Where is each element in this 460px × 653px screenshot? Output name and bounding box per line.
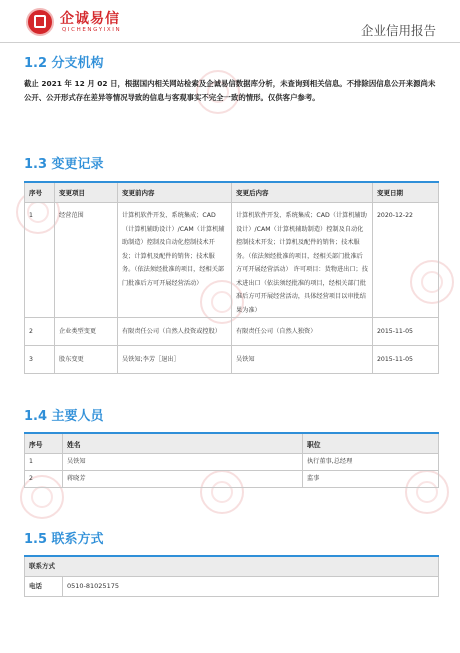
changes-header-row — [25, 182, 439, 203]
logo-icon — [26, 8, 54, 36]
cell-before: 吴铁知;李芳［退出］ — [118, 346, 232, 374]
cell-after: 计算机软件开发、系统集成；CAD（计算机辅助设计）/CAM（计算机辅助制造）控制及自动化控制技术开发；计算机及配件的销售；技术服务。（依法须经批准的项目，经相关部门批准后方可开展经营活动） 许可项目：货物进出口；技术进出口（依法须经批准的项目，经相关部门批准后方可开展经营活动，具体经营项目以审批结果为准） — [232, 203, 373, 318]
cell-date: 2015-11-05 — [373, 318, 439, 346]
logo-pinyin: QICHENGYIXIN — [62, 27, 122, 33]
column-header: 变更日期 — [373, 182, 439, 203]
branches-note: 截止 2021 年 12 月 02 日，根据国内相关网站检索及企诚易信数据库分析，未查询到相关信息。不排除因信息公开来源尚未公开、公开形式存在差异等情况导致的信息与客观事实不完全一致的情形。仅供客户参考。 — [24, 79, 436, 102]
contact-header-row — [25, 556, 439, 577]
table-row — [25, 471, 439, 488]
contact-table — [24, 555, 439, 597]
cell-item: 经营范围 — [55, 203, 118, 318]
cell-date: 2015-11-05 — [373, 346, 439, 374]
phone-value: 0510-81025175 — [63, 577, 439, 597]
persons-header-row — [25, 433, 439, 454]
cell-index: 2 — [25, 471, 63, 488]
column-header: 序号 — [25, 182, 55, 203]
column-header: 变更后内容 — [232, 182, 373, 203]
cell-after: 吴铁知 — [232, 346, 373, 374]
page-header — [0, 0, 460, 43]
logo-name: 企诚易信 — [60, 11, 120, 27]
section-title-changes: 1.3 变更记录 — [24, 157, 104, 172]
cell-date: 2020-12-22 — [373, 203, 439, 318]
cell-position: 执行董事,总经理 — [303, 454, 439, 471]
column-header: 职位 — [303, 433, 439, 454]
section-title-branches: 1.2 分支机构 — [24, 56, 104, 71]
cell-before: 有限责任公司（自然人投资或控股） — [118, 318, 232, 346]
column-header: 变更项目 — [55, 182, 118, 203]
column-header: 变更前内容 — [118, 182, 232, 203]
cell-item: 股东变更 — [55, 346, 118, 374]
table-row — [25, 346, 439, 374]
table-row — [25, 577, 439, 597]
cell-item: 企业类型变更 — [55, 318, 118, 346]
phone-label: 电话 — [25, 577, 63, 597]
cell-index: 2 — [25, 318, 55, 346]
report-title: 企业信用报告 — [360, 23, 436, 38]
cell-index: 1 — [25, 454, 63, 471]
column-header: 姓名 — [63, 433, 303, 454]
section-title-contact: 1.5 联系方式 — [24, 532, 104, 547]
cell-index: 3 — [25, 346, 55, 374]
changes-table — [24, 181, 439, 374]
contact-header: 联系方式 — [25, 556, 439, 577]
cell-before: 计算机软件开发、系统集成；CAD（计算机辅助设计）/CAM（计算机辅助制造）控制及自动化控制技术开发；计算机及配件的销售；技术服务。（依法须经批准的项目，经相关部门批准后方可开展经营活动） — [118, 203, 232, 318]
table-row — [25, 203, 439, 318]
column-header: 序号 — [25, 433, 63, 454]
cell-name: 吴铁知 — [63, 454, 303, 471]
section-title-persons: 1.4 主要人员 — [24, 409, 104, 424]
cell-after: 有限责任公司（自然人独资） — [232, 318, 373, 346]
table-row — [25, 318, 439, 346]
cell-position: 监事 — [303, 471, 439, 488]
cell-index: 1 — [25, 203, 55, 318]
persons-table — [24, 432, 439, 488]
cell-name: 蒋晓芳 — [63, 471, 303, 488]
table-row — [25, 454, 439, 471]
